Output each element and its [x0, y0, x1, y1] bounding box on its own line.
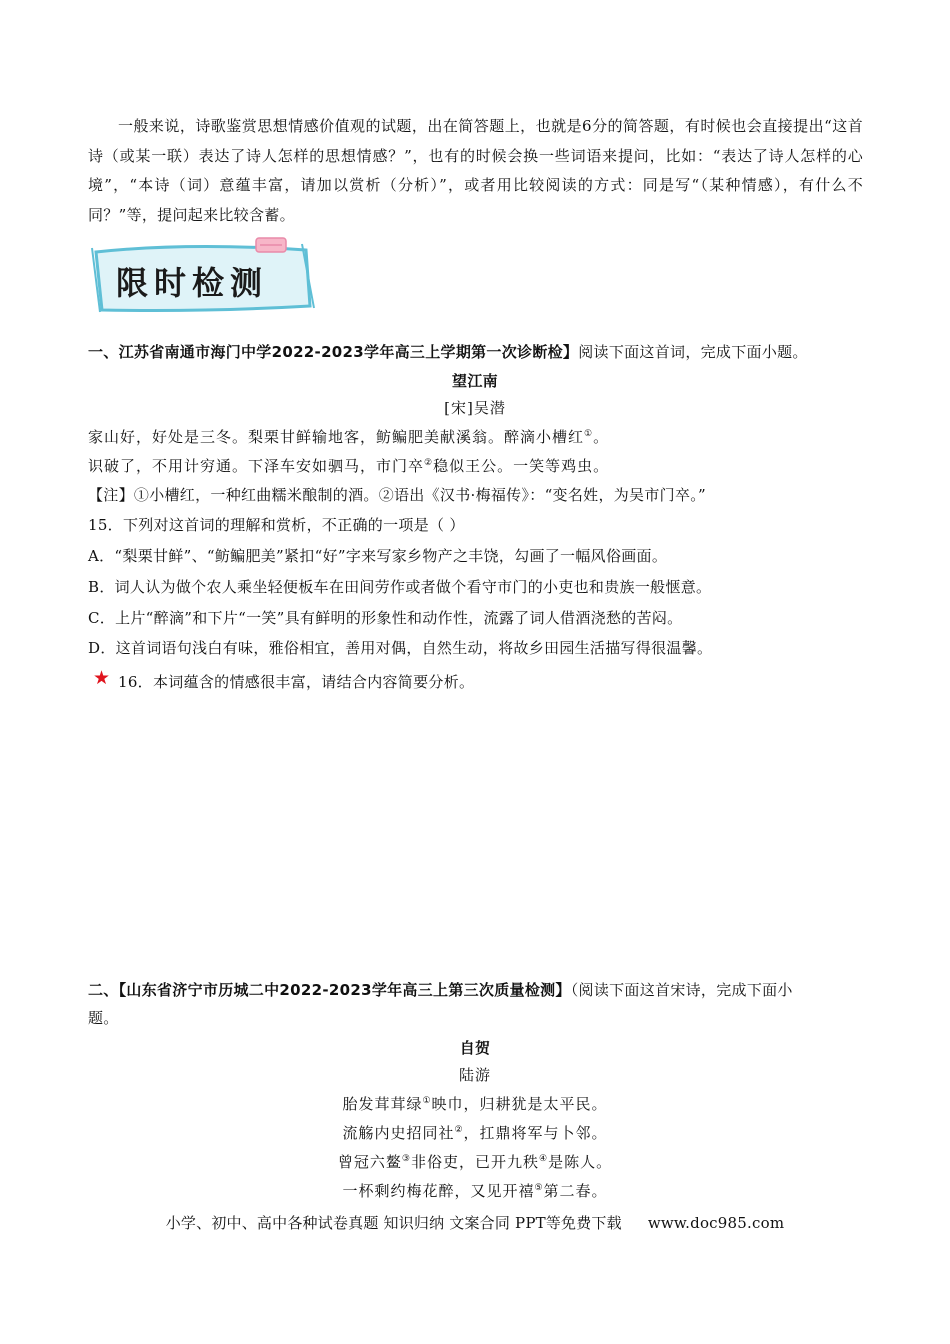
- option-b: B．词人认为做个农人乘坐轻便板车在田间劳作或者做个看守市门的小吏也和贵族一般惬意。: [88, 578, 712, 596]
- poem2-line2-b: ，扛鼎将军与卜邻。: [463, 1124, 608, 1142]
- poem1-line2-end: 稳似王公。一笑等鸡虫。: [433, 457, 610, 475]
- section2-source: 二、【山东省济宁市历城二中2022-2023学年高三上第三次质量检测】: [88, 981, 571, 999]
- poem1-title: 望江南: [452, 372, 498, 390]
- option-c: C．上片“醉滴”和下片“一笑”具有鲜明的形象性和动作性，流露了词人借酒浇愁的苦闷。: [88, 609, 683, 627]
- poem1-note: 【注】①小槽红，一种红曲糯米酿制的酒。②语出《汉书·梅福传》：“变名姓，为吴市门卒。”: [88, 486, 707, 504]
- poem2-line4-a: 一杯剩约梅花醉，又见开禧: [342, 1182, 535, 1200]
- poem2-line2: [0, 1123, 950, 1143]
- section2-instruction: （阅读下面这首宋诗，完成下面小: [570, 981, 793, 999]
- poem2-author: 陆游: [458, 1066, 491, 1084]
- poem1-line2: [88, 456, 878, 476]
- star-icon: ★: [93, 667, 111, 689]
- section2-heading: [88, 980, 878, 1000]
- question-15: 15．下列对这首词的理解和赏析，不正确的一项是（ ）: [88, 516, 465, 534]
- poem1-line2-text: 识破了，不用计穷通。下泽车安如驷马，市门卒: [88, 457, 425, 475]
- section1-heading: [88, 342, 878, 362]
- poem2-line3-c: 是陈人。: [548, 1153, 613, 1171]
- option-d: D．这首词语句浅白有味，雅俗相宜，善用对偶，自然生动，将故乡田园生活描写得很温馨。: [88, 639, 713, 657]
- intro-paragraph: 一般来说，诗歌鉴赏思想情感价值观的试题，出在简答题上，也就是6分的简答题，有时候也会直接提出“这首诗（或某一联）表达了诗人怎样的思想情感？”，也有的时候会换一些词语来提问，比如：“表达了诗人怎样的心境”，“本诗（词）意蕴丰富，请加以赏析（分析）”，或者用比较阅读的方式：同是写“（某种情感），有什么不同？”等，提问起来比较含蓄。: [88, 117, 863, 224]
- poem2-line2-a: 流觞内史招同社: [342, 1124, 455, 1142]
- poem1-line1-text: 家山好，好处是三冬。梨栗甘鲜输地客，鲂鳊肥美献溪翁。醉滴小槽红: [88, 428, 585, 446]
- poem2-line1: [0, 1094, 950, 1114]
- footer-site-link[interactable]: www.doc985.com: [647, 1214, 785, 1232]
- poem1-author: [宋]吴潜: [444, 399, 506, 417]
- section1-instruction: 阅读下面这首词，完成下面小题。: [578, 343, 808, 361]
- page-footer: [0, 1213, 950, 1233]
- footnote-marker: ⑤: [534, 1183, 544, 1193]
- time-limited-test-banner: [88, 236, 316, 316]
- poem2-line1-a: 胎发茸茸绿: [342, 1095, 423, 1113]
- poem2-line3-a: 曾冠六鳌: [337, 1153, 402, 1171]
- poem1-line1: [88, 427, 878, 447]
- option-a: A．“梨栗甘鲜”、“鲂鳊肥美”紧扣“好”字来写家乡物产之丰饶，勾画了一幅风俗画面。: [88, 547, 668, 565]
- section2-heading-cont: 题。: [88, 1009, 119, 1027]
- footnote-marker: ④: [539, 1154, 549, 1164]
- poem2-line1-b: 映巾，归耕犹是太平民。: [431, 1095, 608, 1113]
- footnote-marker: ②: [454, 1125, 464, 1135]
- question-16: 16．本词蕴含的情感很丰富，请结合内容简要分析。: [118, 673, 475, 691]
- poem2-line3: [0, 1152, 950, 1172]
- footnote-marker: ③: [401, 1154, 411, 1164]
- poem2-line3-b: 非俗吏，已开九秩: [410, 1153, 539, 1171]
- poem1-line1-end: 。: [593, 428, 610, 446]
- banner-title: 限时检测: [116, 264, 269, 302]
- poem2-line4-b: 第二春。: [543, 1182, 608, 1200]
- footnote-marker: ①: [422, 1096, 432, 1106]
- footnote-marker: ①: [584, 429, 594, 439]
- poem2-line4: [0, 1181, 950, 1201]
- footer-text: 小学、初中、高中各种试卷真题 知识归纳 文案合同 PPT等免费下载: [165, 1214, 622, 1232]
- poem2-title: 自贺: [459, 1039, 491, 1057]
- footnote-marker: ②: [424, 458, 434, 468]
- section1-source: 一、江苏省南通市海门中学2022-2023学年高三上学期第一次诊断检】: [88, 343, 579, 361]
